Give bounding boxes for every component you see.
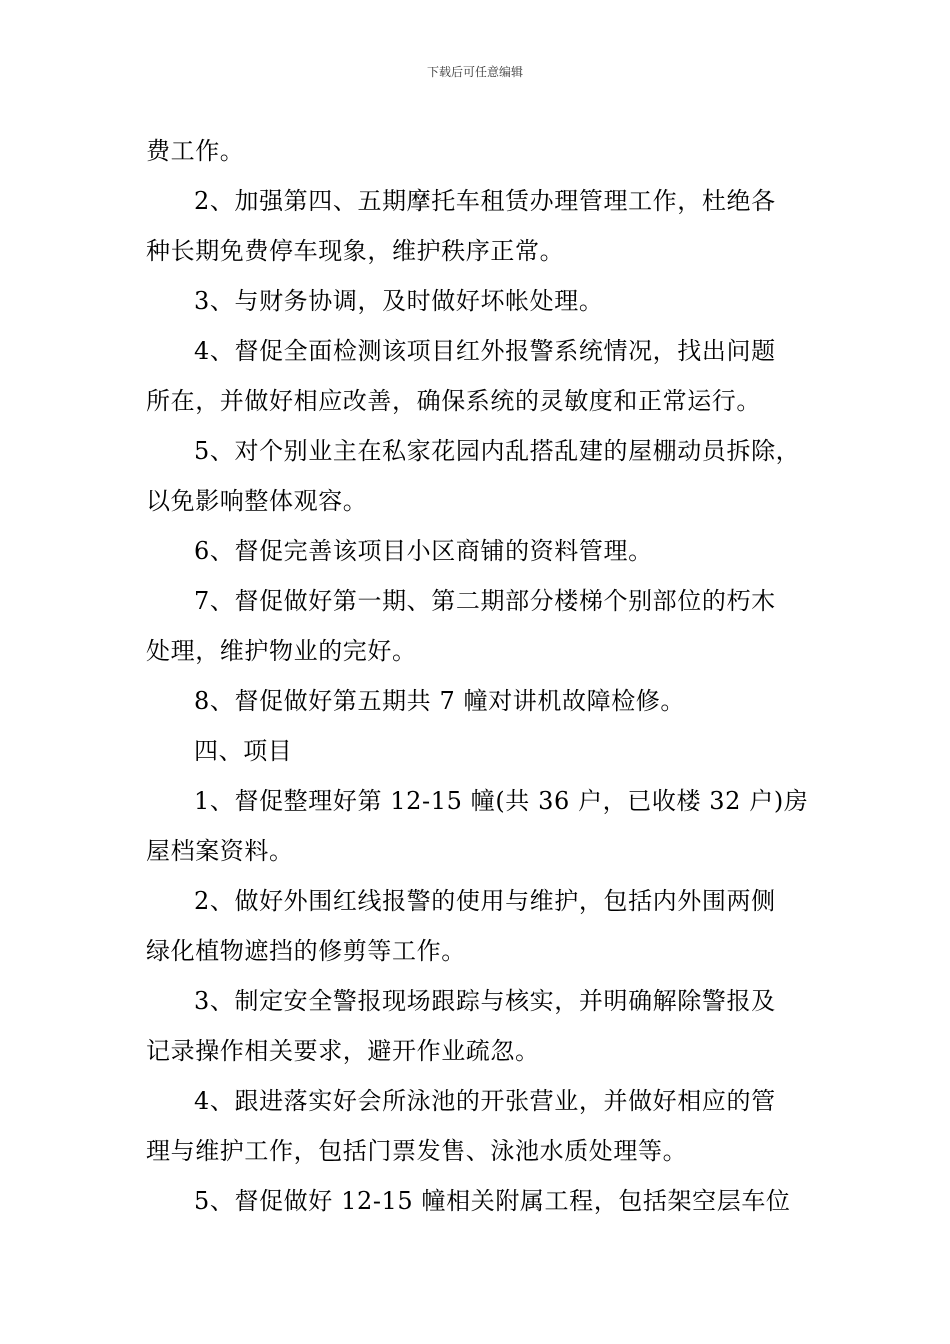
text-line: 种长期免费停车现象，维护秩序正常。 xyxy=(146,237,565,265)
text-line: 5、督促做好 12-15 幢相关附属工程，包括架空层车位 xyxy=(194,1187,791,1215)
text-line: 6、督促完善该项目小区商铺的资料管理。 xyxy=(194,537,653,565)
section-heading: 四、项目 xyxy=(194,737,293,765)
text-line: 以免影响整体观容。 xyxy=(146,487,368,515)
text-line: 3、与财务协调，及时做好坏帐处理。 xyxy=(194,287,604,315)
text-line: 记录操作相关要求，避开作业疏忽。 xyxy=(146,1037,540,1065)
text-line: 4、督促全面检测该项目红外报警系统情况，找出问题 xyxy=(194,337,776,365)
text-line: 2、加强第四、五期摩托车租赁办理管理工作，杜绝各 xyxy=(194,187,776,215)
text-line: 5、对个别业主在私家花园内乱搭乱建的屋棚动员拆除， xyxy=(194,437,801,465)
text-line: 理与维护工作，包括门票发售、泳池水质处理等。 xyxy=(146,1137,688,1165)
text-line: 绿化植物遮挡的修剪等工作。 xyxy=(146,937,466,965)
text-line: 4、跟进落实好会所泳池的开张营业，并做好相应的管 xyxy=(194,1087,776,1115)
text-line: 屋档案资料。 xyxy=(146,837,294,865)
text-line: 8、督促做好第五期共 7 幢对讲机故障检修。 xyxy=(194,687,685,715)
text-line: 费工作。 xyxy=(146,137,245,165)
page-header-note: 下载后可任意编辑 xyxy=(426,65,523,79)
text-line: 3、制定安全警报现场跟踪与核实，并明确解除警报及 xyxy=(194,987,776,1015)
text-line: 1、督促整理好第 12-15 幢(共 36 户，已收楼 32 户)房 xyxy=(194,787,809,815)
text-line: 处理，维护物业的完好。 xyxy=(146,637,417,665)
text-line: 7、督促做好第一期、第二期部分楼梯个别部位的朽木 xyxy=(194,587,776,615)
text-line: 所在，并做好相应改善，确保系统的灵敏度和正常运行。 xyxy=(146,387,761,415)
text-line: 2、做好外围红线报警的使用与维护，包括内外围两侧 xyxy=(194,887,776,915)
document-body xyxy=(146,126,826,1226)
